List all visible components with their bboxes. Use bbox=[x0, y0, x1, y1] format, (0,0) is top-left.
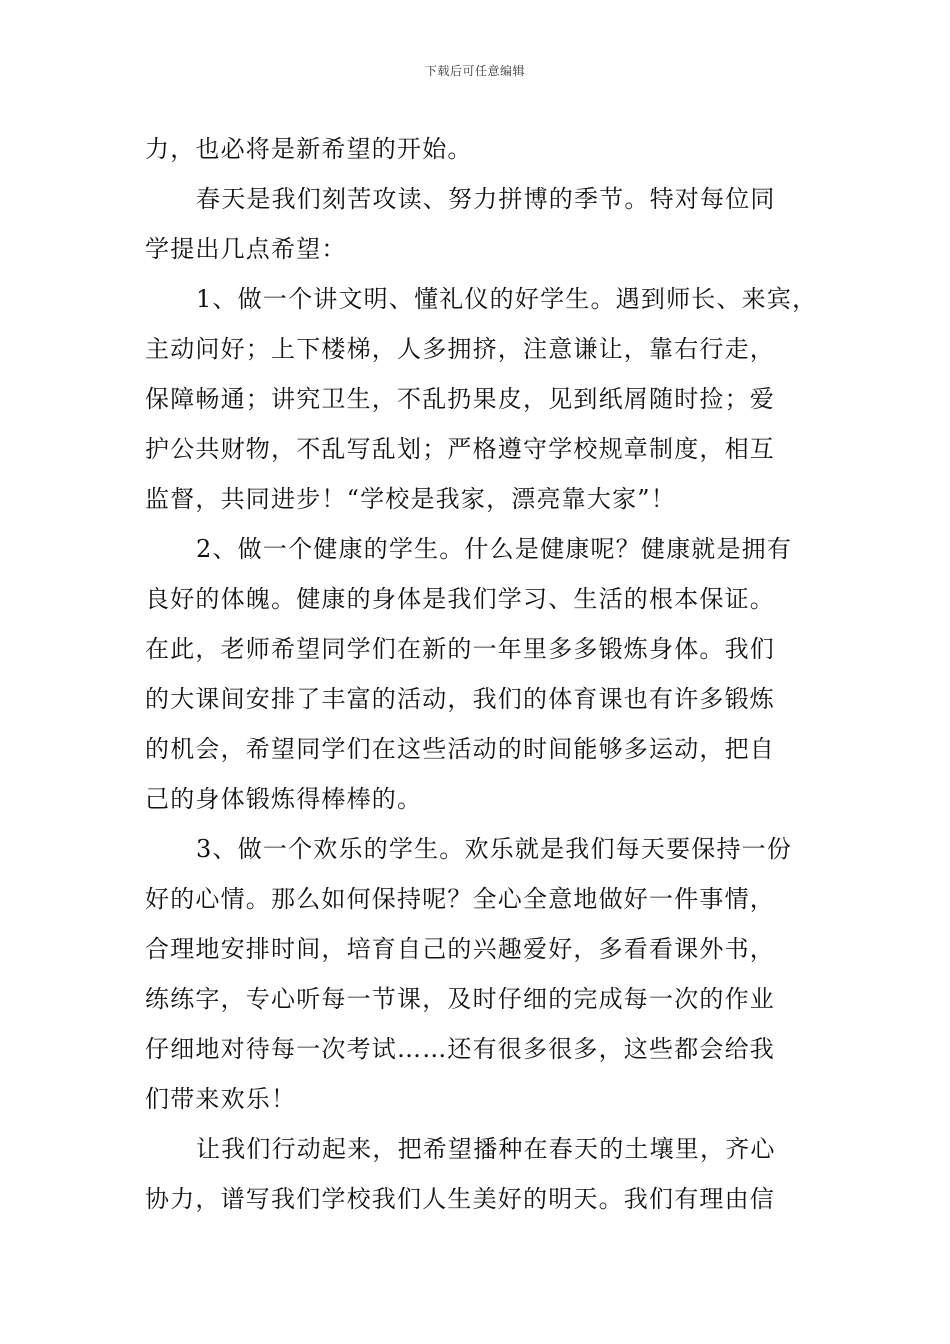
text-line: 学提出几点希望： bbox=[145, 235, 347, 263]
text-line: 练练字，专心听每一节课，及时仔细的完成每一次的作业 bbox=[145, 985, 775, 1013]
text-line: 仔细地对待每一次考试……还有很多很多，这些都会给我 bbox=[145, 1035, 775, 1063]
text-line: 己的身体锻炼得棒棒的。 bbox=[145, 785, 423, 813]
text-line: 的大课间安排了丰富的活动，我们的体育课也有许多锻炼 bbox=[145, 685, 775, 713]
text-line: 2、做一个健康的学生。什么是健康呢？健康就是拥有 bbox=[196, 535, 793, 563]
text-line: 主动问好；上下楼梯，人多拥挤，注意谦让，靠右行走， bbox=[145, 335, 775, 363]
text-line: 春天是我们刻苦攻读、努力拼博的季节。特对每位同 bbox=[196, 185, 776, 213]
text-line: 让我们行动起来，把希望播种在春天的土壤里，齐心 bbox=[196, 1135, 776, 1163]
text-line: 3、做一个欢乐的学生。欢乐就是我们每天要保持一份 bbox=[196, 835, 793, 863]
text-line: 1、做一个讲文明、懂礼仪的好学生。遇到师长、来宾， bbox=[196, 285, 818, 313]
text-line: 力，也必将是新希望的开始。 bbox=[145, 135, 473, 163]
text-line: 良好的体魄。健康的身体是我们学习、生活的根本保证。 bbox=[145, 585, 775, 613]
text-line: 在此，老师希望同学们在新的一年里多多锻炼身体。我们 bbox=[145, 635, 775, 663]
text-line: 协力，谱写我们学校我们人生美好的明天。我们有理由信 bbox=[145, 1185, 775, 1213]
text-line: 监督，共同进步！“学校是我家，漂亮靠大家”！ bbox=[145, 485, 676, 513]
text-line: 的机会，希望同学们在这些活动的时间能够多运动，把自 bbox=[145, 735, 775, 763]
text-line: 好的心情。那么如何保持呢？全心全意地做好一件事情， bbox=[145, 885, 775, 913]
text-line: 护公共财物，不乱写乱划；严格遵守学校规章制度，相互 bbox=[145, 435, 775, 463]
page-header: 下载后可任意编辑 bbox=[424, 64, 525, 78]
text-line: 们带来欢乐！ bbox=[145, 1085, 297, 1113]
text-line: 保障畅通；讲究卫生，不乱扔果皮，见到纸屑随时捡；爱 bbox=[145, 385, 775, 413]
text-line: 合理地安排时间，培育自己的兴趣爱好，多看看课外书， bbox=[145, 935, 775, 963]
document-body bbox=[145, 124, 818, 1224]
